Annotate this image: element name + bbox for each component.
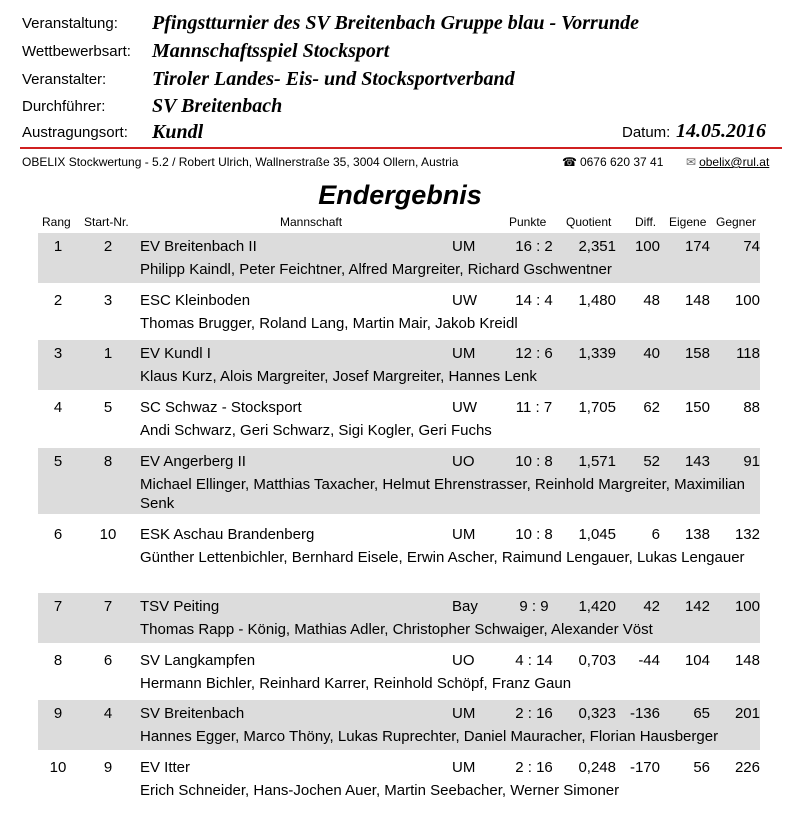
cell-rang: 9	[53, 705, 63, 722]
cell-eigene: 150	[684, 399, 710, 416]
table-row	[38, 287, 760, 337]
table-row	[38, 394, 760, 444]
cell-gegner: 74	[743, 238, 760, 255]
cell-quotient: 1,571	[578, 453, 616, 470]
cell-gegner: 148	[734, 652, 760, 669]
cell-quotient: 1,705	[578, 399, 616, 416]
cell-team: SV Langkampfen	[140, 652, 256, 669]
date-label: Datum:	[622, 124, 671, 141]
field-label: Veranstaltung:	[22, 15, 118, 32]
field-value: Kundl	[152, 121, 204, 143]
cell-members: Hermann Bichler, Reinhard Karrer, Reinhold Schöpf, Franz Gaun	[140, 675, 572, 692]
cell-gegner: 100	[734, 292, 760, 309]
cell-class: UO	[452, 652, 475, 669]
cell-diff: 52	[643, 453, 660, 470]
cell-diff: 42	[643, 598, 660, 615]
cell-class: UW	[452, 399, 477, 416]
cell-class: UO	[452, 453, 475, 470]
cell-start: 4	[103, 705, 113, 722]
cell-start: 8	[103, 453, 113, 470]
cell-quotient: 1,420	[578, 598, 616, 615]
table-row	[38, 233, 760, 283]
cell-gegner: 100	[734, 598, 760, 615]
table-row	[38, 593, 760, 643]
cell-team: ESC Kleinboden	[140, 292, 251, 309]
cell-gegner: 88	[743, 399, 760, 416]
cell-start: 2	[103, 238, 113, 255]
cell-start: 10	[99, 526, 117, 543]
cell-class: UM	[452, 526, 476, 543]
cell-eigene: 174	[684, 238, 710, 255]
cell-punkte: 12 : 6	[515, 345, 553, 362]
cell-class: UM	[452, 759, 476, 776]
cell-rang: 5	[53, 453, 63, 470]
cell-punkte: 11 : 7	[515, 399, 553, 416]
table-row	[38, 754, 760, 804]
table-row	[38, 340, 760, 390]
cell-eigene: 138	[684, 526, 710, 543]
cell-punkte: 10 : 8	[515, 526, 553, 543]
cell-start: 6	[103, 652, 113, 669]
cell-diff: -136	[629, 705, 660, 722]
field-value: Pfingstturnier des SV Breitenbach Gruppe blau - Vorrunde	[152, 12, 639, 34]
cell-diff: 100	[634, 238, 660, 255]
cell-members: Klaus Kurz, Alois Margreiter, Josef Margreiter, Hannes Lenk	[140, 368, 537, 385]
cell-start: 9	[103, 759, 113, 776]
cell-punkte: 4 : 14	[515, 652, 553, 669]
phone-info	[562, 155, 663, 169]
cell-class: UM	[452, 238, 476, 255]
field-value: Mannschaftsspiel Stocksport	[152, 40, 390, 62]
cell-diff: -170	[629, 759, 660, 776]
cell-quotient: 1,480	[578, 292, 616, 309]
cell-diff: 62	[643, 399, 660, 416]
cell-class: UW	[452, 292, 477, 309]
cell-punkte: 2 : 16	[515, 705, 553, 722]
cell-eigene: 104	[684, 652, 710, 669]
cell-team: ESK Aschau Brandenberg	[140, 526, 315, 543]
col-header-punkte: Punkte	[509, 215, 547, 229]
cell-rang: 2	[53, 292, 63, 309]
cell-punkte: 2 : 16	[515, 759, 553, 776]
cell-members: Thomas Rapp - König, Mathias Adler, Christopher Schwaiger, Alexander Vöst	[140, 621, 653, 638]
cell-diff: 48	[643, 292, 660, 309]
col-header-rang: Rang	[42, 215, 71, 229]
cell-quotient: 1,045	[578, 526, 616, 543]
cell-quotient: 2,351	[578, 238, 616, 255]
cell-members: Thomas Brugger, Roland Lang, Martin Mair, Jakob Kreidl	[140, 315, 518, 332]
cell-team: EV Kundl I	[140, 345, 211, 362]
table-row	[38, 448, 760, 514]
table-row	[38, 521, 760, 587]
cell-quotient: 0,703	[578, 652, 616, 669]
cell-eigene: 56	[693, 759, 710, 776]
field-value: SV Breitenbach	[152, 95, 283, 117]
cell-punkte: 10 : 8	[515, 453, 553, 470]
email-link[interactable]: obelix@rul.at	[699, 155, 770, 169]
phone-number: 0676 620 37 41	[579, 155, 664, 169]
email-info[interactable]	[686, 155, 769, 169]
cell-class: UM	[452, 345, 476, 362]
cell-quotient: 0,323	[578, 705, 616, 722]
cell-start: 7	[103, 598, 113, 615]
cell-start: 5	[103, 399, 113, 416]
cell-team: EV Breitenbach II	[140, 238, 257, 255]
cell-rang: 7	[53, 598, 63, 615]
cell-eigene: 148	[684, 292, 710, 309]
field-label: Durchführer:	[22, 98, 106, 115]
col-header-eigene: Eigene	[669, 215, 707, 229]
cell-members: Michael Ellinger, Matthias Taxacher, Helmut Ehrenstrasser, Reinhold Margreiter, Maximilian Senk	[140, 476, 745, 512]
col-header-quotient: Quotient	[566, 215, 612, 229]
cell-gegner: 201	[734, 705, 760, 722]
cell-members: Erich Schneider, Hans-Jochen Auer, Martin Seebacher, Werner Simoner	[140, 782, 620, 799]
cell-team: EV Angerberg II	[140, 453, 246, 470]
cell-eigene: 142	[684, 598, 710, 615]
software-info: OBELIX Stockwertung - 5.2 / Robert Ulrich, Wallnerstraße 35, 3004 Ollern, Austria	[22, 155, 459, 169]
cell-gegner: 118	[736, 345, 760, 362]
cell-members: Günther Lettenbichler, Bernhard Eisele, Erwin Ascher, Raimund Lengauer, Lukas Lengauer	[140, 549, 745, 566]
col-header-start: Start-Nr.	[84, 215, 129, 229]
cell-rang: 6	[53, 526, 63, 543]
field-value: Tiroler Landes- Eis- und Stocksportverband	[152, 68, 515, 90]
cell-quotient: 0,248	[578, 759, 616, 776]
cell-team: EV Itter	[140, 759, 191, 776]
cell-class: UM	[452, 705, 476, 722]
cell-members: Hannes Egger, Marco Thöny, Lukas Ruprechter, Daniel Mauracher, Florian Hausberger	[140, 728, 719, 745]
cell-eigene: 158	[684, 345, 710, 362]
field-label: Veranstalter:	[22, 71, 107, 88]
cell-rang: 4	[53, 399, 63, 416]
cell-diff: 40	[643, 345, 660, 362]
cell-class: Bay	[452, 598, 478, 615]
col-header-diff: Diff.	[635, 215, 657, 229]
cell-gegner: 91	[743, 453, 760, 470]
cell-team: SC Schwaz - Stocksport	[140, 399, 302, 416]
table-row	[38, 647, 760, 697]
cell-members: Andi Schwarz, Geri Schwarz, Sigi Kogler, Geri Fuchs	[140, 422, 492, 439]
cell-punkte: 9 : 9	[519, 598, 549, 615]
cell-team: TSV Peiting	[140, 598, 220, 615]
field-label: Austragungsort:	[22, 124, 128, 141]
cell-gegner: 226	[734, 759, 760, 776]
field-label: Wettbewerbsart:	[22, 43, 131, 60]
cell-punkte: 16 : 2	[515, 238, 553, 255]
cell-diff: 6	[651, 526, 660, 543]
phone-icon: ☎	[562, 155, 577, 169]
envelope-icon: ✉	[686, 155, 697, 169]
cell-rang: 3	[53, 345, 63, 362]
cell-gegner: 132	[734, 526, 760, 543]
header-divider	[20, 147, 782, 149]
cell-start: 3	[103, 292, 113, 309]
cell-start: 1	[103, 345, 113, 362]
cell-eigene: 143	[684, 453, 710, 470]
date-value: 14.05.2016	[676, 120, 766, 142]
cell-punkte: 14 : 4	[515, 292, 553, 309]
cell-eigene: 65	[693, 705, 710, 722]
table-row	[38, 700, 760, 750]
cell-members: Philipp Kaindl, Peter Feichtner, Alfred Margreiter, Richard Gschwentner	[140, 261, 612, 278]
page-title: Endergebnis	[318, 180, 482, 210]
cell-rang: 1	[53, 238, 63, 255]
cell-rang: 10	[49, 759, 67, 776]
cell-rang: 8	[53, 652, 63, 669]
cell-team: SV Breitenbach	[140, 705, 245, 722]
col-header-team: Mannschaft	[280, 215, 343, 229]
cell-diff: -44	[638, 652, 660, 669]
cell-quotient: 1,339	[578, 345, 616, 362]
col-header-gegner: Gegner	[716, 215, 757, 229]
